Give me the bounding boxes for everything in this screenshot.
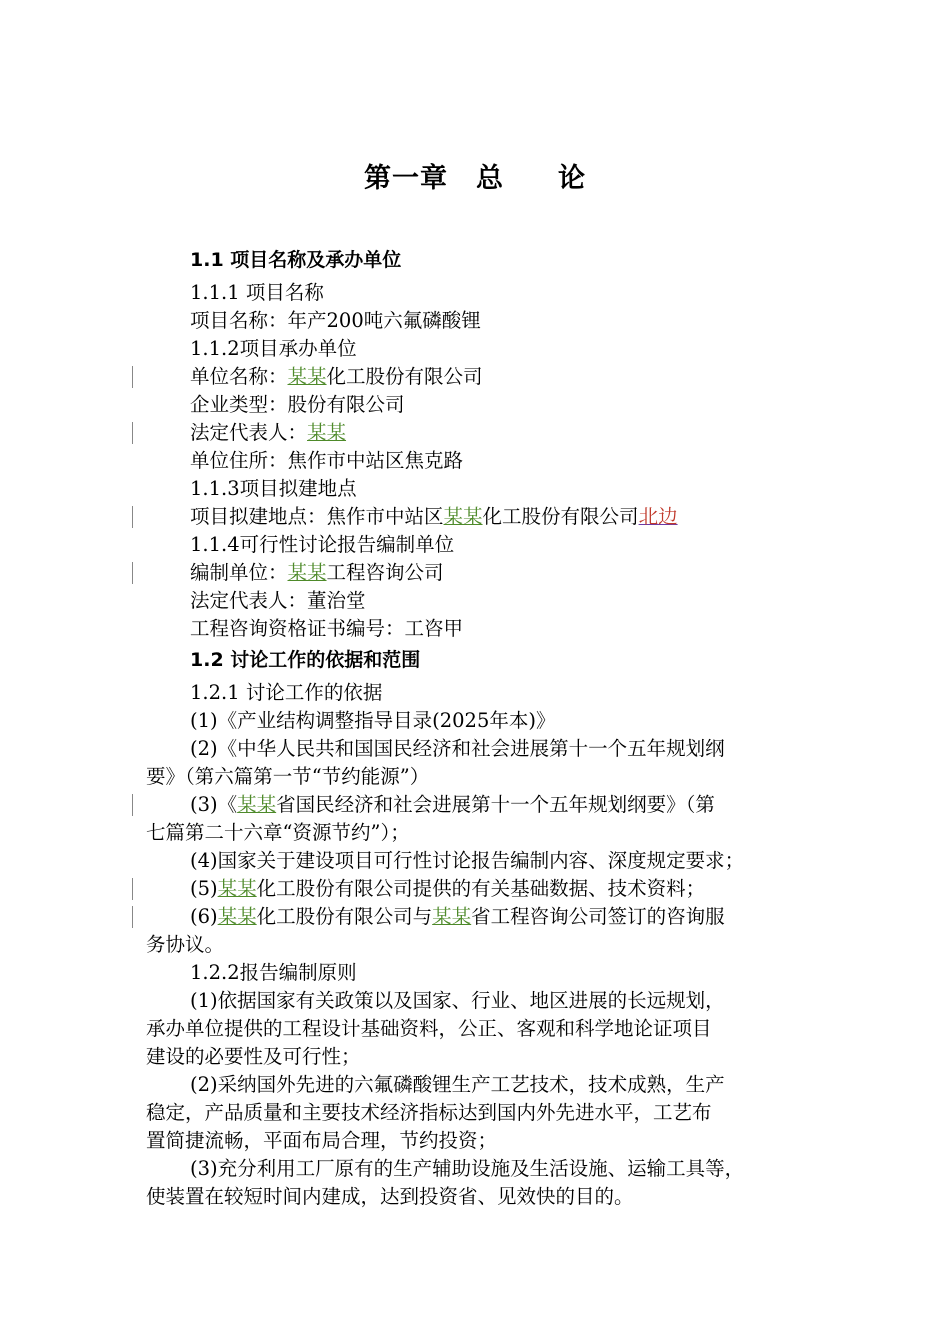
highlight-placeholder: 某某: [287, 561, 327, 584]
highlight-placeholder: 某某: [307, 421, 347, 444]
revision-bar: [132, 794, 133, 816]
subsection-title-1-2-2: 1.2.2报告编制原则: [190, 961, 357, 984]
principle-2-line-2: 稳定，产品质量和主要技术经济指标达到国内外先进水平，工艺布: [146, 1101, 712, 1124]
chapter-word-2: 论: [558, 163, 586, 194]
chapter-number: 第一章: [364, 163, 448, 194]
basis-item-3-line-1: (3)《某某省国民经济和社会进展第十一个五年规划纲要》（第: [190, 793, 715, 816]
principle-1-line-3: 建设的必要性及可行性；: [146, 1045, 361, 1068]
highlight-placeholder: 某某: [443, 505, 483, 528]
principle-1-line-1: (1)依据国家有关政策以及国家、行业、地区进展的长远规划，: [190, 989, 725, 1012]
cert-number-line: 工程咨询资格证书编号：工咨甲: [190, 617, 464, 640]
principle-1-line-2: 承办单位提供的工程设计基础资料，公正、客观和科学地论证项目: [146, 1017, 712, 1040]
highlight-placeholder: 某某: [432, 905, 472, 928]
revision-bar: [132, 506, 133, 528]
revision-bar: [132, 562, 133, 584]
revision-bar: [132, 906, 133, 928]
section-heading-1-1: 1.1 项目名称及承办单位: [190, 249, 402, 271]
principle-3-line-2: 使装置在较短时间内建成，达到投资省、见效快的目的。: [146, 1185, 634, 1208]
project-name-line: 项目名称：年产200吨六氟磷酸锂: [190, 309, 481, 332]
basis-item-2-line-2: 要》（第六篇第一节“节约能源”）: [146, 765, 430, 788]
subsection-title-1-2-1: 1.2.1 讨论工作的依据: [190, 681, 383, 704]
highlight-placeholder: 某某: [217, 877, 257, 900]
highlight-placeholder: 某某: [287, 365, 327, 388]
subsection-title-1-1-2: 1.1.2项目承办单位: [190, 337, 357, 360]
highlight-placeholder: 某某: [217, 905, 257, 928]
basis-item-3-line-2: 七篇第二十六章“资源节约”）；: [146, 821, 410, 844]
highlight-placeholder: 某某: [237, 793, 277, 816]
enterprise-type-line: 企业类型：股份有限公司: [190, 393, 405, 416]
basis-item-2-line-1: (2)《中华人民共和国国民经济和社会进展第十一个五年规划纲: [190, 737, 725, 760]
basis-item-6-line-1: (6)某某化工股份有限公司与某某省工程咨询公司签订的咨询服: [190, 905, 725, 928]
unit-address-line: 单位住所：焦作市中站区焦克路: [190, 449, 464, 472]
site-line: 项目拟建地点：焦作市中站区某某化工股份有限公司北边: [190, 505, 678, 528]
legal-rep-2-line: 法定代表人：董治堂: [190, 589, 366, 612]
basis-item-4: (4)国家关于建设项目可行性讨论报告编制内容、深度规定要求；: [190, 849, 745, 872]
chapter-word-1: 总: [476, 163, 504, 194]
basis-item-5: (5)某某化工股份有限公司提供的有关基础数据、技术资料；: [190, 877, 706, 900]
subsection-title-1-1-4: 1.1.4可行性讨论报告编制单位: [190, 533, 455, 556]
legal-rep-line: 法定代表人：某某: [190, 421, 347, 444]
revision-bar: [132, 878, 133, 900]
chapter-title: [0, 156, 950, 195]
subsection-title-1-1-1: 1.1.1 项目名称: [190, 281, 324, 304]
subsection-title-1-1-3: 1.1.3项目拟建地点: [190, 477, 357, 500]
highlight-direction: 北边: [638, 505, 678, 528]
unit-name-line: 单位名称：某某化工股份有限公司: [190, 365, 483, 388]
principle-3-line-1: (3)充分利用工厂原有的生产辅助设施及生活设施、运输工具等，: [190, 1157, 745, 1180]
principle-2-line-3: 置简捷流畅，平面布局合理，节约投资；: [146, 1129, 498, 1152]
basis-item-6-line-2: 务协议。: [146, 933, 225, 956]
principle-2-line-1: (2)采纳国外先进的六氟磷酸锂生产工艺技术，技术成熟，生产: [190, 1073, 725, 1096]
section-heading-1-2: 1.2 讨论工作的依据和范围: [190, 649, 421, 671]
compiler-unit-line: 编制单位：某某工程咨询公司: [190, 561, 444, 584]
revision-bar: [132, 422, 133, 444]
basis-item-1: (1)《产业结构调整指导目录(2025年本)》: [190, 709, 556, 732]
revision-bar: [132, 366, 133, 388]
